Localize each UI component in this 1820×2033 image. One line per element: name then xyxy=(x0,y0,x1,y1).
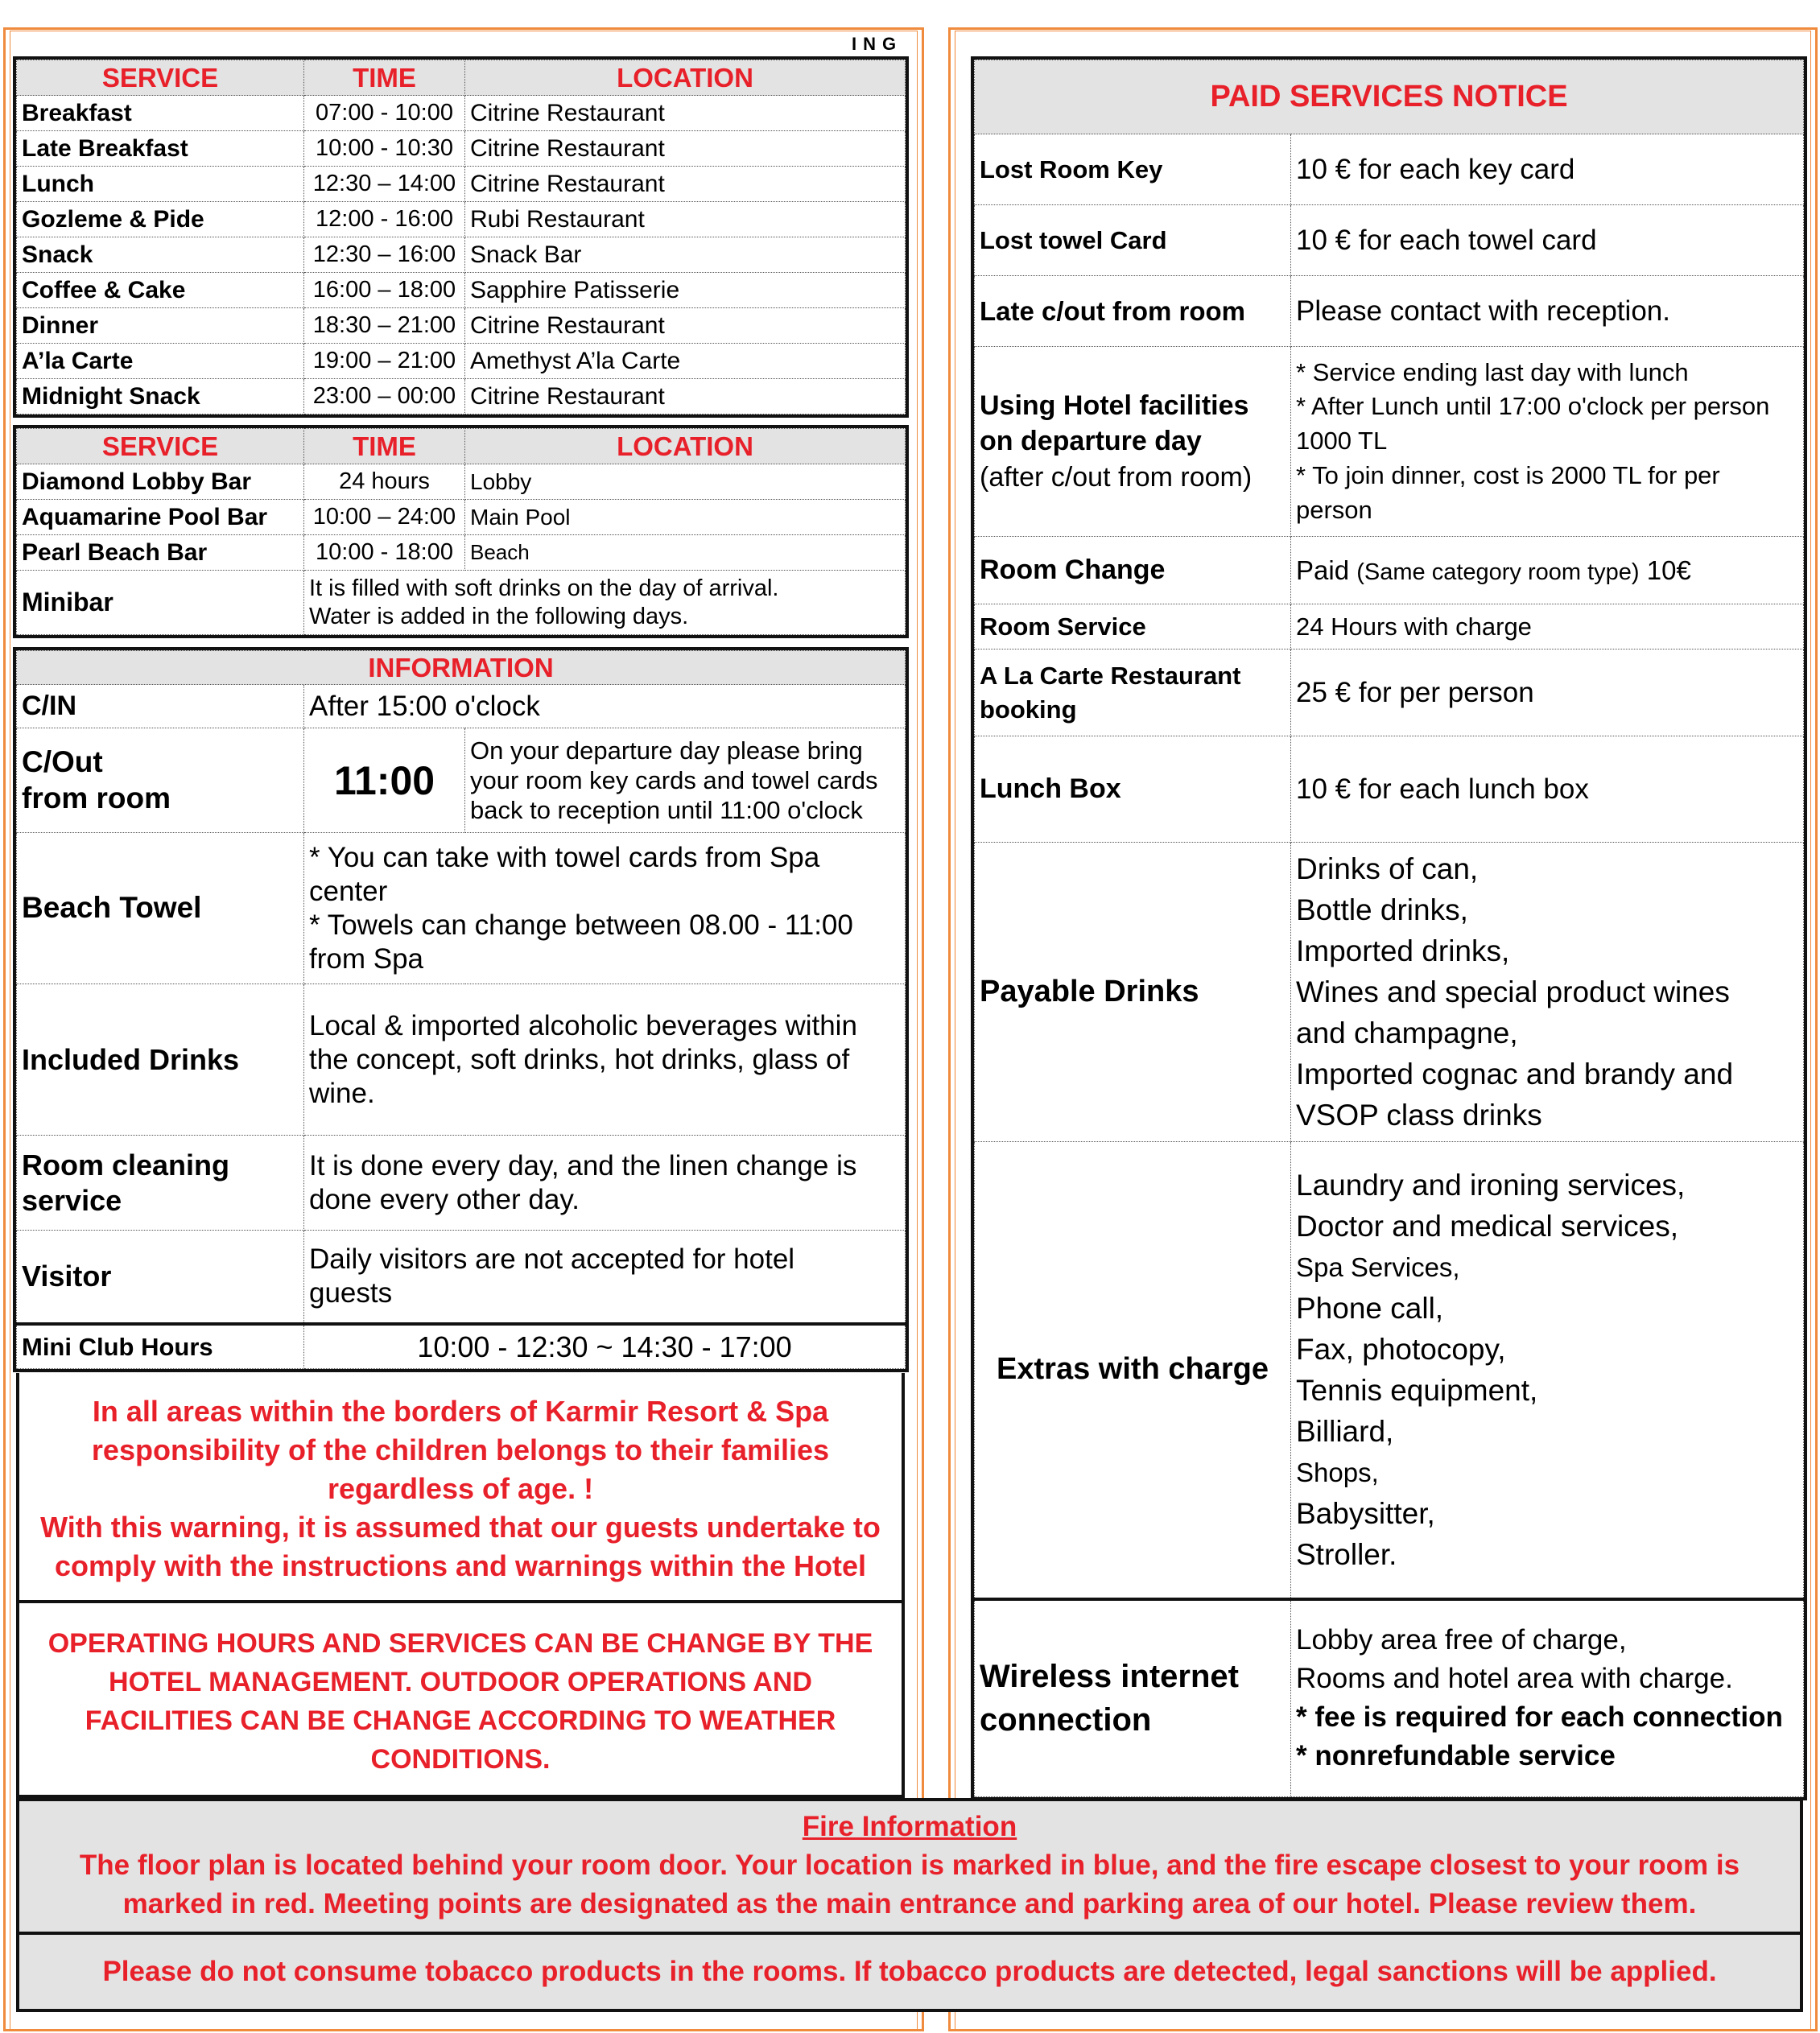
service-time: 12:30 – 16:00 xyxy=(304,237,465,273)
checkout-label-line: from room xyxy=(22,781,171,814)
table-row xyxy=(17,500,906,535)
list-item: Billiard, xyxy=(1296,1414,1394,1448)
visitor-line: guests xyxy=(309,1276,393,1309)
service-name: Gozleme & Pide xyxy=(17,202,304,237)
col-time: TIME xyxy=(304,429,465,464)
col-service: SERVICE xyxy=(17,429,304,464)
room-change-label: Room Change xyxy=(975,537,1291,604)
service-location: Citrine Restaurant xyxy=(465,379,906,414)
list-item: Imported cognac and brandy and xyxy=(1296,1058,1734,1091)
col-time: TIME xyxy=(304,60,465,96)
list-item: VSOP class drinks xyxy=(1296,1099,1542,1132)
warning-box-border xyxy=(16,1373,905,1600)
table-row xyxy=(17,344,906,379)
service-time: 18:30 – 21:00 xyxy=(304,308,465,344)
room-cleaning-line: done every other day. xyxy=(309,1183,580,1215)
visitor-info xyxy=(304,1231,906,1324)
service-location: Rubi Restaurant xyxy=(465,202,906,237)
a-la-carte-label-line: A La Carte Restaurant xyxy=(980,661,1241,690)
list-item: Babysitter, xyxy=(1296,1496,1435,1530)
information-title: INFORMATION xyxy=(17,651,906,685)
payable-drinks-list xyxy=(1291,843,1804,1142)
hotel-facilities-label xyxy=(975,347,1291,537)
bar-location: Lobby xyxy=(465,464,906,500)
table-row xyxy=(17,571,906,635)
checkout-note-line: back to reception until 11:00 o'clock xyxy=(470,796,863,825)
fire-information-title: Fire Information xyxy=(802,1811,1017,1842)
bar-name: Aquamarine Pool Bar xyxy=(17,500,304,535)
room-change-value xyxy=(1291,537,1804,604)
service-location: Citrine Restaurant xyxy=(465,167,906,202)
minibar-description xyxy=(304,571,906,635)
mini-club-hours: 10:00 - 12:30 ~ 14:30 - 17:00 xyxy=(304,1324,906,1369)
hotel-facilities-line: * To join dinner, cost is 2000 TL for per xyxy=(1296,460,1720,489)
included-drinks-line: Local & imported alcoholic beverages within xyxy=(309,1009,857,1041)
list-item: Tennis equipment, xyxy=(1296,1373,1538,1407)
information-table xyxy=(16,650,906,1369)
service-location: Snack Bar xyxy=(465,237,906,273)
late-checkout-value: Please contact with reception. xyxy=(1291,276,1804,347)
wireless-line: * nonrefundable service xyxy=(1296,1740,1616,1772)
paid-services-title: PAID SERVICES NOTICE xyxy=(975,60,1804,134)
bars-table xyxy=(16,428,906,635)
table-row xyxy=(17,685,906,728)
extras-list xyxy=(1291,1142,1804,1599)
list-item: Stroller. xyxy=(1296,1537,1397,1571)
table-row xyxy=(17,464,906,500)
operating-line: HOTEL MANAGEMENT. OUTDOOR OPERATIONS AND xyxy=(109,1667,812,1697)
operating-line: FACILITIES CAN BE CHANGE ACCORDING TO WEATHER xyxy=(85,1705,836,1736)
service-time: 10:00 - 10:30 xyxy=(304,131,465,167)
fire-information-line: marked in red. Meeting points are designated as the main entrance and parking area of our hotel. Please review them. xyxy=(122,1888,1697,1920)
minibar-line: Water is added in the following days. xyxy=(309,603,689,629)
lunch-box-value: 10 € for each lunch box xyxy=(1291,736,1804,843)
list-item: Bottle drinks, xyxy=(1296,893,1468,926)
table-row xyxy=(975,134,1804,205)
bar-time: 24 hours xyxy=(304,464,465,500)
list-item: Fax, photocopy, xyxy=(1296,1332,1506,1366)
wireless-label-line: Wireless internet xyxy=(980,1659,1239,1695)
table-row xyxy=(975,604,1804,649)
table-row xyxy=(17,984,906,1136)
bar-name: Diamond Lobby Bar xyxy=(17,464,304,500)
minibar-label: Minibar xyxy=(17,571,304,635)
service-name: Lunch xyxy=(17,167,304,202)
table-row xyxy=(17,379,906,414)
checkout-note-line: your room key cards and towel cards xyxy=(470,765,878,794)
service-location: Amethyst A’la Carte xyxy=(465,344,906,379)
beach-towel-line: from Spa xyxy=(309,942,423,975)
included-drinks-label: Included Drinks xyxy=(17,984,304,1136)
hotel-facilities-line: person xyxy=(1296,495,1372,524)
service-time: 19:00 – 21:00 xyxy=(304,344,465,379)
checkout-label-line: C/Out xyxy=(22,745,103,779)
list-item: Imported drinks, xyxy=(1296,934,1510,967)
bar-location: Beach xyxy=(465,535,906,571)
wireless-line: * fee is required for each connection xyxy=(1296,1701,1783,1734)
visitor-label: Visitor xyxy=(17,1231,304,1324)
warning-line: comply with the instructions and warnings within the Hotel xyxy=(54,1549,867,1582)
col-service: SERVICE xyxy=(17,60,304,96)
hotel-facilities-label-line: Using Hotel facilities xyxy=(980,390,1249,422)
room-cleaning-info xyxy=(304,1136,906,1231)
schedule-header-row xyxy=(17,60,906,96)
beach-towel-line: center xyxy=(309,875,388,907)
operating-line: OPERATING HOURS AND SERVICES CAN BE CHANGE BY THE xyxy=(47,1628,873,1659)
hotel-facilities-line: 1000 TL xyxy=(1296,427,1388,456)
service-name: Late Breakfast xyxy=(17,131,304,167)
checkout-time: 11:00 xyxy=(304,728,465,833)
table-row xyxy=(17,1136,906,1231)
extras-with-charge-label: Extras with charge xyxy=(975,1142,1291,1599)
room-change-price: 10€ xyxy=(1639,555,1691,585)
warning-line: regardless of age. ! xyxy=(327,1472,594,1505)
wireless-label-line: connection xyxy=(980,1702,1152,1738)
service-name: Breakfast xyxy=(17,96,304,131)
service-location: Citrine Restaurant xyxy=(465,96,906,131)
late-checkout-label: Late c/out from room xyxy=(975,276,1291,347)
hotel-facilities-label-line: (after c/out from room) xyxy=(980,461,1253,493)
wireless-internet-info xyxy=(1291,1599,1804,1797)
checkout-note xyxy=(465,728,906,833)
table-row xyxy=(17,167,906,202)
table-row xyxy=(17,96,906,131)
checkin-label: C/IN xyxy=(17,685,304,728)
bar-time: 10:00 - 18:00 xyxy=(304,535,465,571)
beach-towel-label: Beach Towel xyxy=(17,833,304,984)
room-service-value: 24 Hours with charge xyxy=(1291,604,1804,649)
bar-location: Main Pool xyxy=(465,500,906,535)
service-location: Sapphire Patisserie xyxy=(465,273,906,308)
hotel-facilities-line: * Service ending last day with lunch xyxy=(1296,357,1689,386)
information-header-row xyxy=(17,651,906,685)
service-time: 23:00 – 00:00 xyxy=(304,379,465,414)
service-name: Coffee & Cake xyxy=(17,273,304,308)
list-item: Spa Services, xyxy=(1296,1252,1460,1282)
bars-header-row xyxy=(17,429,906,464)
table-row xyxy=(17,131,906,167)
service-location: Citrine Restaurant xyxy=(465,308,906,344)
list-item: and champagne, xyxy=(1296,1017,1518,1049)
operating-line: CONDITIONS. xyxy=(370,1744,551,1775)
lost-towel-card-label: Lost towel Card xyxy=(975,205,1291,276)
table-row xyxy=(17,833,906,984)
beach-towel-info xyxy=(304,833,906,984)
included-drinks-line: the concept, soft drinks, hot drinks, glass of xyxy=(309,1043,850,1075)
paid-services-table xyxy=(974,60,1804,1797)
list-item: Doctor and medical services, xyxy=(1296,1209,1679,1243)
warning-line: In all areas within the borders of Karmir Resort & Spa xyxy=(92,1395,829,1428)
warning-line: With this warning, it is assumed that our guests undertake to xyxy=(40,1511,881,1544)
service-name: A’la Carte xyxy=(17,344,304,379)
service-name: Dinner xyxy=(17,308,304,344)
table-row xyxy=(17,1324,906,1369)
service-name: Snack xyxy=(17,237,304,273)
table-row xyxy=(975,649,1804,736)
service-time: 07:00 - 10:00 xyxy=(304,96,465,131)
table-row xyxy=(975,843,1804,1142)
hotel-facilities-label-line: on departure day xyxy=(980,426,1202,457)
table-row xyxy=(975,1142,1804,1599)
service-time: 12:00 - 16:00 xyxy=(304,202,465,237)
operating-hours-notice xyxy=(16,1600,905,1798)
payable-drinks-label: Payable Drinks xyxy=(975,843,1291,1142)
dining-schedule-table xyxy=(16,60,906,414)
wireless-line: Lobby area free of charge, xyxy=(1296,1624,1627,1656)
table-row xyxy=(975,537,1804,604)
room-change-condition: (Same category room type) xyxy=(1356,559,1640,585)
room-service-label: Room Service xyxy=(975,604,1291,649)
included-drinks-info xyxy=(304,984,906,1136)
list-item: Drinks of can, xyxy=(1296,852,1479,885)
table-row xyxy=(17,535,906,571)
list-item: Phone call, xyxy=(1296,1291,1444,1325)
table-row xyxy=(975,1599,1804,1797)
table-row xyxy=(975,276,1804,347)
a-la-carte-label-line: booking xyxy=(980,695,1077,724)
checkout-note-line: On your departure day please bring xyxy=(470,736,863,765)
fire-information-line: The floor plan is located behind your room door. Your location is marked in blue, and the fire escape closest to your room is xyxy=(79,1849,1740,1881)
table-row xyxy=(17,1231,906,1324)
table-row xyxy=(17,237,906,273)
wireless-line: Rooms and hotel area with charge. xyxy=(1296,1663,1733,1695)
room-change-paid: Paid xyxy=(1296,555,1357,585)
service-location: Citrine Restaurant xyxy=(465,131,906,167)
list-item: Laundry and ironing services, xyxy=(1296,1168,1686,1202)
table-row xyxy=(975,736,1804,843)
lost-room-key-value: 10 € for each key card xyxy=(1291,134,1804,205)
col-location: LOCATION xyxy=(465,429,906,464)
bar-time: 10:00 – 24:00 xyxy=(304,500,465,535)
table-row xyxy=(17,308,906,344)
hotel-facilities-line: * After Lunch until 17:00 o'clock per person xyxy=(1296,392,1770,421)
hotel-facilities-info xyxy=(1291,347,1804,537)
wireless-internet-label xyxy=(975,1599,1291,1797)
beach-towel-line: * Towels can change between 08.00 - 11:00 xyxy=(309,909,853,941)
service-time: 16:00 – 18:00 xyxy=(304,273,465,308)
visitor-line: Daily visitors are not accepted for hotel xyxy=(309,1243,795,1275)
table-row xyxy=(17,728,906,833)
room-cleaning-label-line: Room cleaning xyxy=(22,1148,230,1182)
room-cleaning-label xyxy=(17,1136,304,1231)
bar-name: Pearl Beach Bar xyxy=(17,535,304,571)
table-row xyxy=(17,273,906,308)
service-name: Midnight Snack xyxy=(17,379,304,414)
included-drinks-line: wine. xyxy=(309,1077,375,1109)
service-time: 12:30 – 14:00 xyxy=(304,167,465,202)
table-row xyxy=(17,202,906,237)
checkin-value: After 15:00 o'clock xyxy=(304,685,906,728)
table-row xyxy=(975,205,1804,276)
fire-information xyxy=(16,1798,1803,1935)
tobacco-notice: Please do not consume tobacco products in the rooms. If tobacco products are detected, legal sanctions will be applied. xyxy=(16,1935,1803,2012)
lost-towel-card-value: 10 € for each towel card xyxy=(1291,205,1804,276)
beach-towel-line: * You can take with towel cards from Spa xyxy=(309,841,820,873)
minibar-line: It is filled with soft drinks on the day of arrival. xyxy=(309,575,779,601)
lunch-box-label: Lunch Box xyxy=(975,736,1291,843)
list-item: Shops, xyxy=(1296,1457,1379,1487)
room-cleaning-line: It is done every day, and the linen change is xyxy=(309,1149,857,1181)
table-row xyxy=(975,347,1804,537)
corner-mark: ING xyxy=(852,34,903,54)
list-item: Wines and special product wines xyxy=(1296,975,1730,1008)
mini-club-label: Mini Club Hours xyxy=(17,1324,304,1369)
col-location: LOCATION xyxy=(465,60,906,96)
paid-header-row xyxy=(975,60,1804,134)
room-cleaning-label-line: service xyxy=(22,1183,122,1217)
warning-line: responsibility of the children belongs to their families xyxy=(91,1433,830,1466)
lost-room-key-label: Lost Room Key xyxy=(975,134,1291,205)
a-la-carte-booking-value: 25 € for per person xyxy=(1291,649,1804,736)
a-la-carte-booking-label xyxy=(975,649,1291,736)
checkout-label xyxy=(17,728,304,833)
